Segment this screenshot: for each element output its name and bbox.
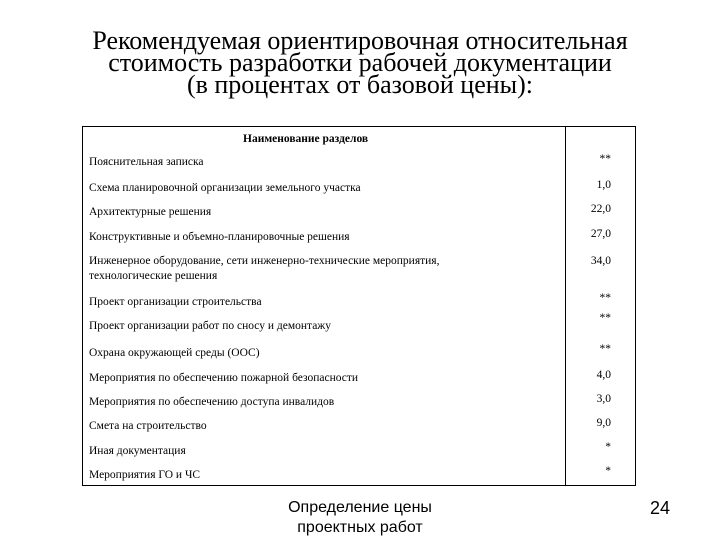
- table-row-name: Охрана окружающей среды (ООС): [89, 347, 260, 359]
- table-row-name: Мероприятия ГО и ЧС: [89, 469, 201, 481]
- table-row-name: Мероприятия по обеспечению доступа инвалидов: [89, 396, 335, 408]
- table-header: Наименование разделов: [243, 133, 369, 145]
- table-row-name: Смета на строительство: [89, 420, 207, 432]
- table-row-name: Проект организации работ по сносу и демонтажу: [89, 320, 331, 332]
- title-line-1: Рекомендуемая ориентировочная относительная: [92, 26, 628, 55]
- table-row-value: 34,0: [590, 255, 611, 267]
- footer-line-1: Определение цены: [288, 499, 432, 516]
- table-row-value: 3,0: [596, 393, 611, 405]
- title-line-2: стоимость разработки рабочей документации: [108, 48, 612, 77]
- table-row-name: Конструктивные и объемно-планировочные решения: [89, 231, 350, 243]
- table-row-name: Инженерное оборудование, сети инженерно-технические мероприятия,: [89, 255, 440, 267]
- slide-footer: [250, 498, 470, 538]
- cost-table: [82, 126, 636, 486]
- table-row-value: **: [599, 292, 611, 304]
- table-row-value: **: [599, 343, 611, 355]
- page-number: 24: [650, 498, 671, 518]
- table-row-value: 22,0: [590, 203, 611, 215]
- table-row-name: Проект организации строительства: [89, 296, 262, 308]
- title-line-3: (в процентах от базовой цены):: [186, 70, 534, 99]
- table-row-name: Схема планировочной организации земельного участка: [89, 182, 361, 194]
- table-row-value: *: [605, 441, 611, 453]
- table-row-name: Иная документация: [89, 445, 186, 457]
- table-row-name: Мероприятия по обеспечению пожарной безопасности: [89, 372, 359, 384]
- table-row-name: Пояснительная записка: [89, 156, 204, 168]
- table-row-value: 9,0: [596, 417, 611, 429]
- table-row-name: Архитектурные решения: [89, 206, 212, 218]
- table-row-value: **: [599, 312, 611, 324]
- table-row-value: **: [599, 153, 611, 165]
- table-row-value: 4,0: [596, 369, 611, 381]
- footer-line-2: проектных работ: [297, 519, 423, 536]
- table-row-value: 1,0: [596, 179, 611, 191]
- column-divider: [565, 127, 566, 485]
- table-row-name-continued: технологические решения: [89, 270, 218, 282]
- table-row-value: 27,0: [590, 228, 611, 240]
- table-row-value: *: [605, 465, 611, 477]
- slide-title: [40, 26, 680, 99]
